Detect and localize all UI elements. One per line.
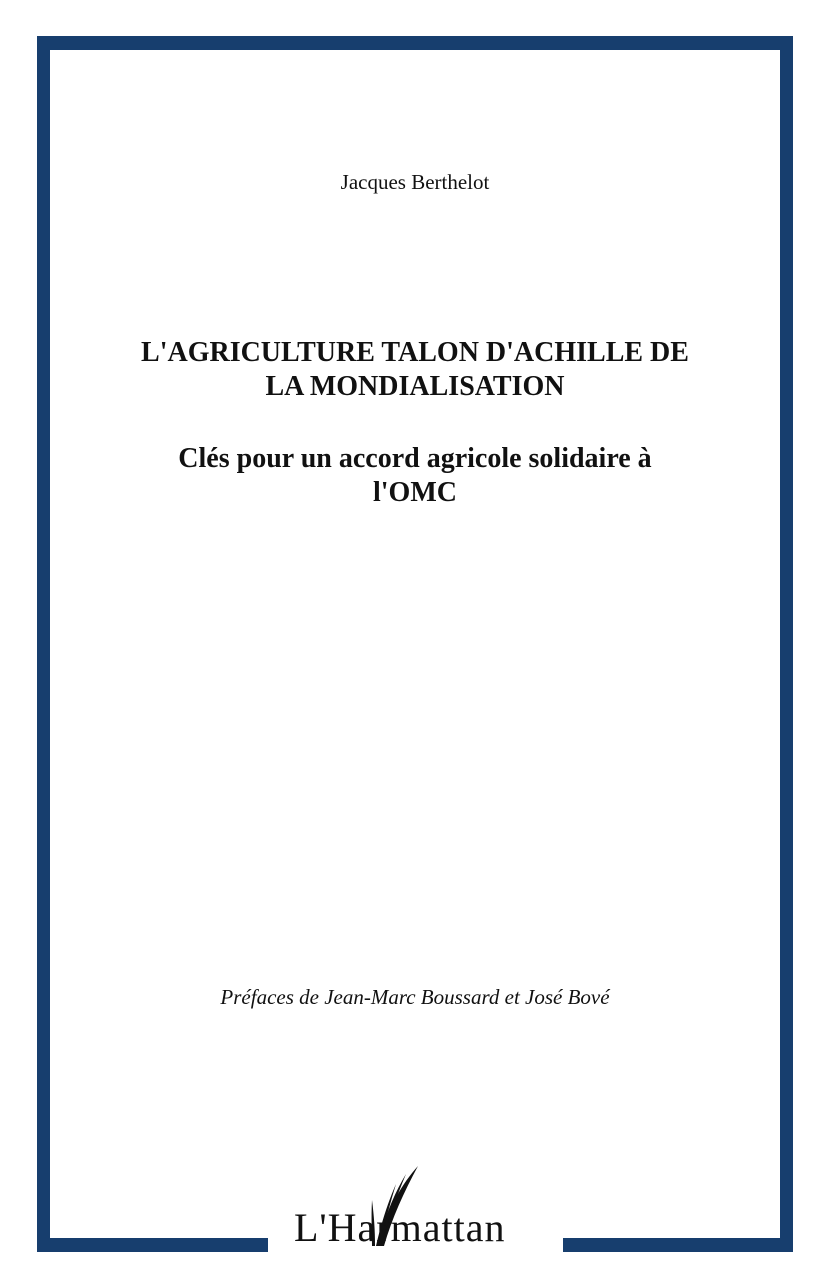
- subtitle-line-1: Clés pour un accord agricole solidaire à: [178, 443, 652, 474]
- publisher-logo: [268, 1160, 563, 1260]
- title-line-1: L'AGRICULTURE TALON D'ACHILLE DE: [141, 337, 689, 368]
- book-title: [80, 336, 750, 404]
- author-name: Jacques Berthelot: [340, 170, 490, 194]
- cover-frame: [37, 36, 793, 1252]
- book-subtitle: [80, 442, 750, 510]
- title-line-2: LA MONDIALISATION: [265, 371, 565, 402]
- frame-bottom-left-bar: [37, 1238, 268, 1252]
- frame-bottom-right-bar: [563, 1238, 793, 1252]
- publisher-name: L'Harmattan: [294, 1205, 506, 1250]
- subtitle-line-2: l'OMC: [373, 477, 457, 508]
- preface-credit: Préfaces de Jean-Marc Boussard et José Bové: [220, 985, 610, 1009]
